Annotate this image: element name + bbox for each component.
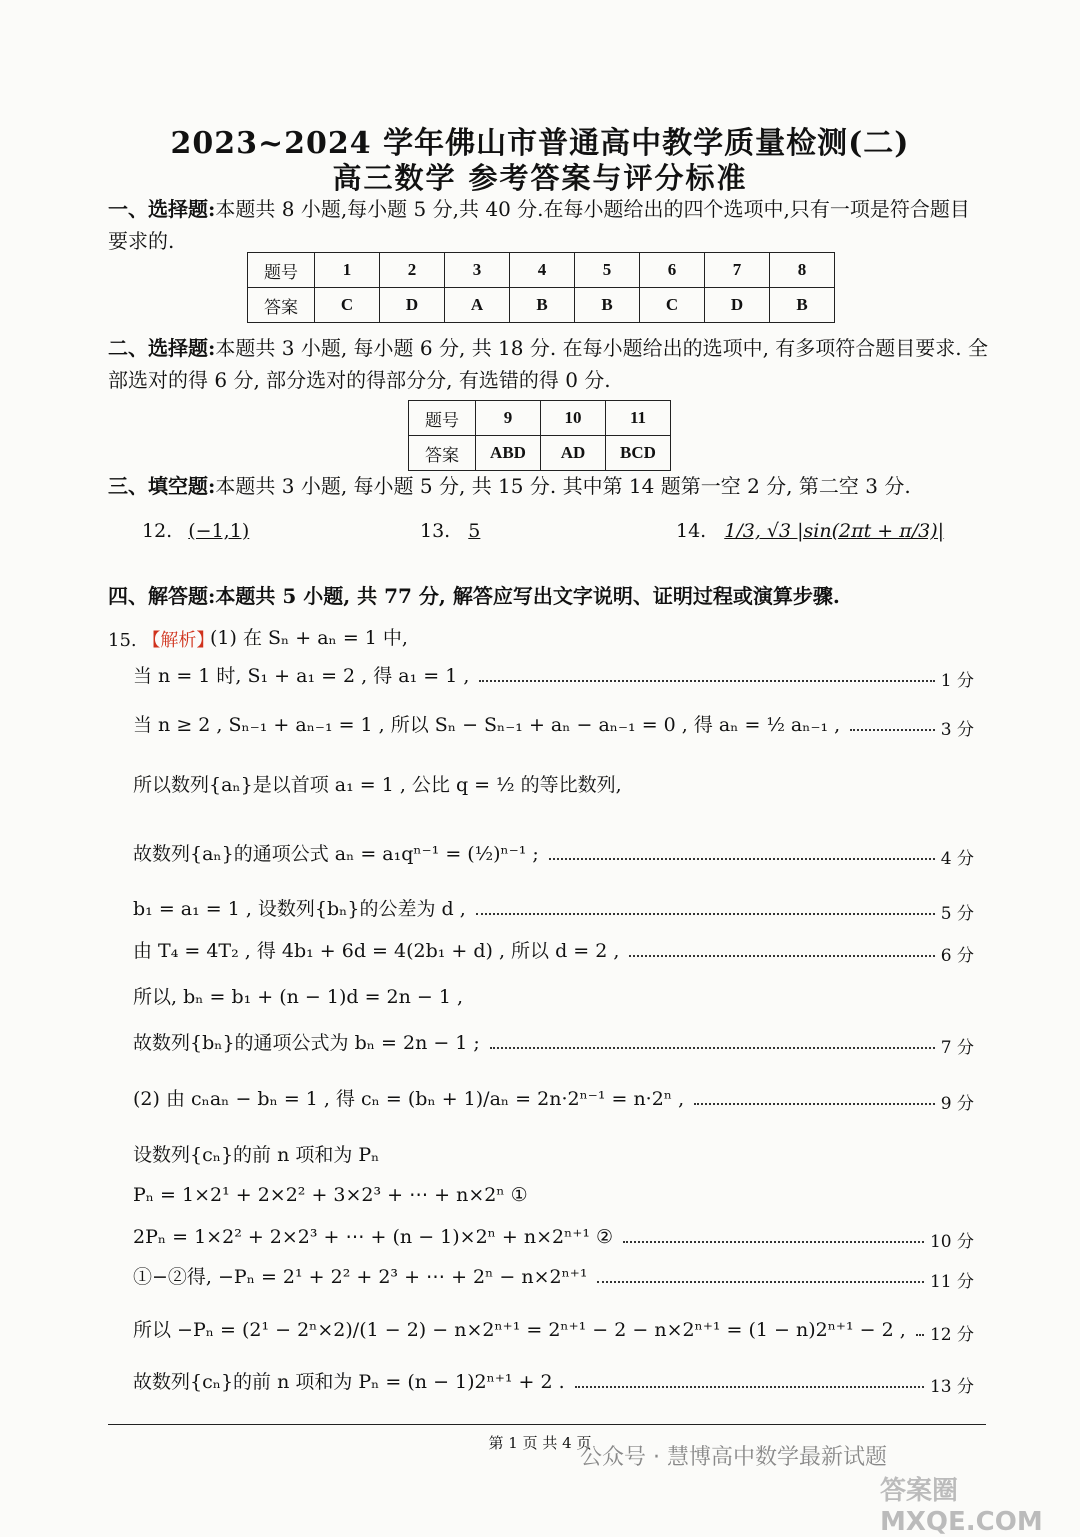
solution-line [133, 985, 973, 1009]
score-mark: 13 分 [929, 1377, 974, 1397]
q14-label: 14. [676, 520, 707, 542]
solution-line [133, 1370, 973, 1394]
q-number: 6 [640, 253, 705, 288]
score-mark: 4 分 [940, 849, 974, 869]
section-3-heading: 三、填空题: [108, 474, 216, 498]
solution-line [133, 1143, 973, 1167]
q-number: 8 [770, 253, 835, 288]
answer-cell: AD [541, 436, 606, 471]
q-number: 1 [315, 253, 380, 288]
solution-line [133, 773, 973, 797]
q-number: 5 [575, 253, 640, 288]
answer-cell: ABD [476, 436, 541, 471]
answer-cell: B [510, 288, 575, 323]
section-2-answer-table [408, 400, 671, 471]
dotted-leader [597, 1281, 924, 1283]
solution-line [133, 1183, 973, 1207]
q13-fill [420, 520, 480, 542]
dotted-leader [623, 1241, 924, 1243]
solution-line [133, 1031, 973, 1055]
answer-cell: C [640, 288, 705, 323]
footer-rule [108, 1424, 986, 1425]
q13-answer: 5 [468, 520, 481, 542]
solution-line-text: (2) 由 cₙaₙ − bₙ = 1 , 得 cₙ = (bₙ + 1)/aₙ = 2n·2ⁿ⁻¹ = n·2ⁿ , [133, 1088, 685, 1110]
section-2-instructions [108, 332, 988, 396]
table-label-answer: 答案 [409, 436, 476, 471]
page-number: 第 1 页 共 4 页 [488, 1434, 592, 1452]
score-mark: 5 分 [940, 904, 974, 924]
solution-line-text: 由 T₄ = 4T₂ , 得 4b₁ + 6d = 4(2b₁ + d) , 所以 d = 2 , [133, 940, 620, 962]
solution-line-text: 所以数列{aₙ}是以首项 a₁ = 1 , 公比 q = ½ 的等比数列, [133, 774, 622, 796]
solution-line [133, 713, 973, 737]
dotted-leader [916, 1334, 924, 1336]
document-subtitle: 高三数学 参考答案与评分标准 [332, 161, 748, 195]
score-mark: 3 分 [940, 720, 974, 740]
q-number: 2 [380, 253, 445, 288]
dotted-leader [629, 955, 934, 957]
dotted-leader [850, 729, 935, 731]
solution-line-text: 2Pₙ = 1×2² + 2×2³ + ⋯ + (n − 1)×2ⁿ + n×2ⁿ⁺¹ ② [133, 1226, 614, 1248]
solution-line [133, 1225, 973, 1249]
answer-cell: BCD [606, 436, 671, 471]
q12-fill [142, 520, 249, 542]
section-1-answer-table [247, 252, 835, 323]
solution-line-text: 当 n = 1 时, S₁ + a₁ = 2 , 得 a₁ = 1 , [133, 665, 470, 687]
solution-line-text: 故数列{cₙ}的前 n 项和为 Pₙ = (n − 1)2ⁿ⁺¹ + 2 . [133, 1371, 565, 1393]
section-2-text: 本题共 3 小题, 每小题 6 分, 共 18 分. 在每小题给出的选项中, 有多项符合题目要求. 全部选对的得 6 分, 部分选对的得部分分, 有选错的得 0 分. [108, 336, 989, 392]
score-mark: 12 分 [929, 1325, 974, 1345]
q14-answer: 1/3, √3 |sin(2πt + π/3)| [724, 520, 945, 542]
dotted-leader [490, 1047, 935, 1049]
solution-line [133, 897, 973, 921]
solution-line-text: 当 n ≥ 2 , Sₙ₋₁ + aₙ₋₁ = 1 , 所以 Sₙ − Sₙ₋₁ + aₙ − aₙ₋₁ = 0 , 得 aₙ = ½ aₙ₋₁ , [133, 714, 841, 736]
problem-number: 15. [108, 630, 137, 651]
section-2-heading: 二、选择题: [108, 336, 216, 360]
solution-line-text: 所以, bₙ = b₁ + (n − 1)d = 2n − 1 , [133, 986, 464, 1008]
answer-cell: B [575, 288, 640, 323]
solution-line [133, 664, 973, 688]
q-number: 11 [606, 401, 671, 436]
solution-line-text: 故数列{bₙ}的通项公式为 bₙ = 2n − 1 ; [133, 1032, 480, 1054]
score-mark: 1 分 [940, 671, 974, 691]
answer-cell: D [380, 288, 445, 323]
solution-line-text: Pₙ = 1×2¹ + 2×2² + 3×2³ + ⋯ + n×2ⁿ ① [133, 1184, 528, 1206]
solution-line [210, 626, 950, 650]
q-number: 10 [541, 401, 606, 436]
q-number: 7 [705, 253, 770, 288]
dotted-leader [549, 858, 935, 860]
section-1-instructions [108, 193, 988, 257]
solution-line [133, 842, 973, 866]
dotted-leader [479, 680, 934, 682]
solution-line-text: b₁ = a₁ = 1 , 设数列{bₙ}的公差为 d , [133, 898, 466, 920]
solution-line [133, 939, 973, 963]
q-number: 4 [510, 253, 575, 288]
score-mark: 11 分 [929, 1272, 974, 1292]
section-1-text: 本题共 8 小题,每小题 5 分,共 40 分.在每小题给出的四个选项中,只有一项是符合题目要求的. [108, 197, 970, 253]
score-mark: 7 分 [940, 1038, 974, 1058]
section-1-heading: 一、选择题: [108, 197, 216, 221]
score-mark: 10 分 [929, 1232, 974, 1252]
score-mark: 6 分 [940, 946, 974, 966]
section-3-instructions [108, 470, 988, 502]
score-mark: 9 分 [940, 1094, 974, 1114]
solution-line-text: ①−②得, −Pₙ = 2¹ + 2² + 2³ + ⋯ + 2ⁿ − n×2ⁿ⁺¹ [133, 1266, 588, 1288]
table-label-question: 题号 [409, 401, 476, 436]
watermark-logo: 答案圈 MXQE.COM [880, 1476, 1043, 1537]
answer-cell: A [445, 288, 510, 323]
dotted-leader [575, 1386, 924, 1388]
solution-line-text: 所以 −Pₙ = (2¹ − 2ⁿ×2)/(1 − 2) − n×2ⁿ⁺¹ = 2ⁿ⁺¹ − 2 − n×2ⁿ⁺¹ = (1 − n)2ⁿ⁺¹ − 2 , [133, 1319, 906, 1341]
document-title: 2023~2024 学年佛山市普通高中教学质量检测(二) [170, 126, 910, 161]
answer-cell: D [705, 288, 770, 323]
solution-line-text: 故数列{aₙ}的通项公式 aₙ = a₁qⁿ⁻¹ = (½)ⁿ⁻¹ ; [133, 843, 539, 865]
q12-label: 12. [142, 520, 173, 542]
dotted-leader [694, 1103, 935, 1105]
section-3-text: 本题共 3 小题, 每小题 5 分, 共 15 分. 其中第 14 题第一空 2 分, 第二空 3 分. [215, 474, 911, 498]
solution-line [133, 1265, 973, 1289]
q12-answer: (−1,1) [188, 520, 250, 542]
solution-line-text: (1) 在 Sₙ + aₙ = 1 中, [210, 627, 408, 649]
watermark-text: 公众号 · 慧博高中数学最新试题 [580, 1445, 887, 1470]
solution-15-number [108, 626, 214, 652]
q13-label: 13. [420, 520, 451, 542]
dotted-leader [476, 913, 935, 915]
q-number: 9 [476, 401, 541, 436]
table-label-answer: 答案 [248, 288, 315, 323]
q14-fill [676, 520, 944, 542]
section-4-heading: 四、解答题: [108, 584, 216, 608]
section-4-instructions [108, 580, 988, 612]
table-label-question: 题号 [248, 253, 315, 288]
answer-cell: B [770, 288, 835, 323]
solution-line [133, 1087, 973, 1111]
solution-line-text: 设数列{cₙ}的前 n 项和为 Pₙ [133, 1144, 380, 1166]
answer-cell: C [315, 288, 380, 323]
analysis-tag: 【解析】 [142, 630, 215, 651]
q-number: 3 [445, 253, 510, 288]
solution-line [133, 1318, 973, 1342]
section-4-text: 本题共 5 小题, 共 77 分, 解答应写出文字说明、证明过程或演算步骤. [215, 584, 840, 608]
